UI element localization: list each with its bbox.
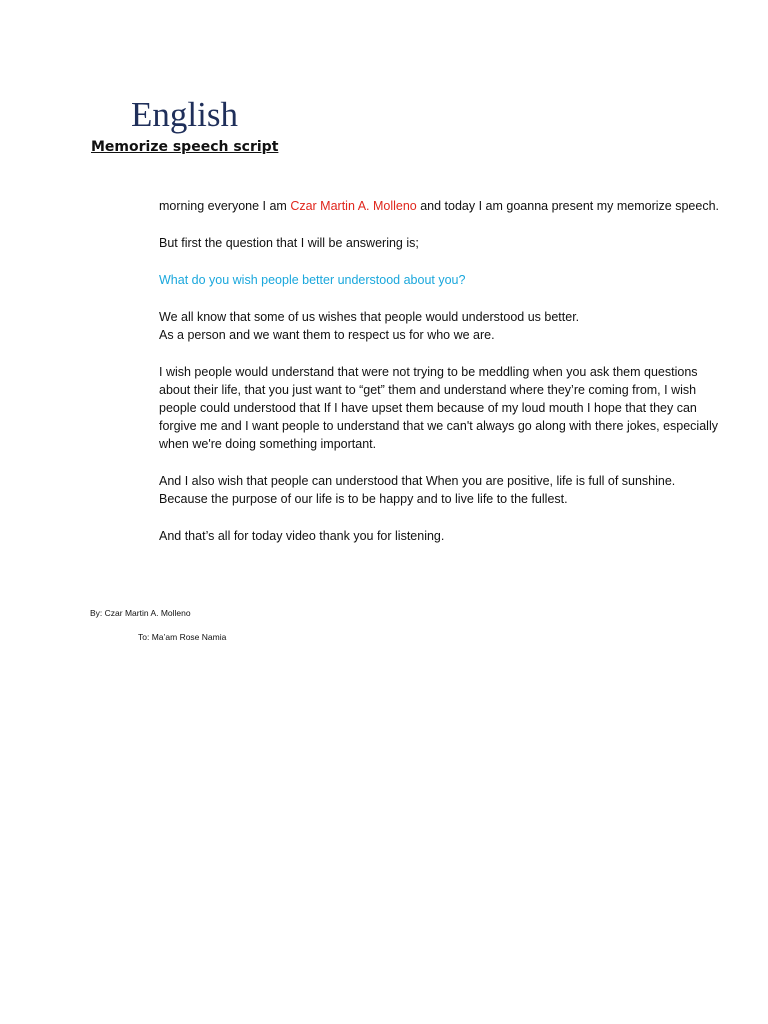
paragraph-respect: [159, 308, 719, 344]
page-subtitle: Memorize speech script: [91, 139, 279, 155]
question-paragraph: What do you wish people better understood about you?: [159, 273, 466, 287]
speaker-name: Czar Martin A. Molleno: [290, 199, 417, 213]
paragraph-positive: And I also wish that people can understood that When you are positive, life is full of sunshine. Because the purpose of our life is to be happy and to live life to the fullest.: [159, 474, 676, 506]
paragraph-respect-line-2: As a person and we want them to respect us for who we are.: [159, 328, 495, 342]
page-title: English: [131, 95, 238, 134]
paragraph-understand: I wish people would understand that were not trying to be meddling when you ask them questions about their life, that you just want to “get” them and understand where they’re coming from, I wish people could understood that If I have upset them because of my loud mouth I hope that they can forgive me and I want people to understand that we can't always go along with there jokes, especially when we're doing something important.: [159, 365, 718, 451]
byline: By: Czar Martin A. Molleno: [90, 608, 191, 618]
intro-text-after: and today I am goanna present my memorize speech.: [416, 199, 719, 213]
intro-paragraph: [159, 197, 719, 215]
speech-body: [159, 197, 719, 564]
question-lead-paragraph: But first the question that I will be answering is;: [159, 236, 419, 250]
addressee: To: Ma’am Rose Namia: [138, 632, 227, 642]
paragraph-respect-line-1: We all know that some of us wishes that people would understood us better.: [159, 310, 580, 324]
intro-text-before: morning everyone I am: [159, 199, 291, 213]
closing-paragraph: And that’s all for today video thank you for listening.: [159, 529, 445, 543]
